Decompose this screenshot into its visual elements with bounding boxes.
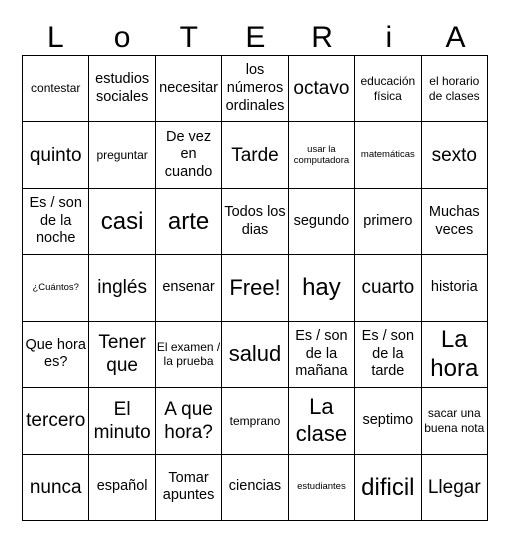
bingo-cell[interactable] xyxy=(156,122,222,188)
bingo-cell[interactable] xyxy=(89,56,155,122)
bingo-cell[interactable] xyxy=(422,455,488,521)
bingo-cell[interactable] xyxy=(156,255,222,321)
cell-text: contestar xyxy=(31,81,81,96)
cell-text: ¿Cuántos? xyxy=(32,282,79,294)
cell-text: octavo xyxy=(293,78,350,100)
cell-text: Todos los dias xyxy=(224,203,286,238)
cell-text: sexto xyxy=(431,144,477,166)
bingo-cell[interactable] xyxy=(156,388,222,454)
cell-text: inglés xyxy=(97,277,147,299)
cell-text: Que hora es? xyxy=(25,336,86,371)
cell-text: Llegar xyxy=(427,476,481,498)
header-letter-a: A xyxy=(445,21,466,54)
cell-text: historia xyxy=(430,279,478,296)
bingo-cell[interactable] xyxy=(289,189,355,255)
bingo-cell[interactable] xyxy=(289,388,355,454)
cell-text: Muchas veces xyxy=(428,203,480,238)
bingo-cell[interactable] xyxy=(23,455,89,521)
cell-text: septimo xyxy=(362,412,414,428)
cell-text: A que hora? xyxy=(164,398,213,443)
cell-text: La clase xyxy=(295,394,348,446)
bingo-cell[interactable] xyxy=(289,455,355,521)
bingo-cell[interactable] xyxy=(355,189,421,255)
cell-text: los números ordinales xyxy=(225,62,285,114)
bingo-cell[interactable] xyxy=(422,388,488,454)
bingo-cell[interactable] xyxy=(222,189,288,255)
bingo-cell[interactable] xyxy=(355,56,421,122)
cell-text: Es / son de la mañana xyxy=(295,327,348,380)
cell-text: temprano xyxy=(229,413,281,428)
bingo-cell[interactable] xyxy=(222,455,288,521)
header-letter-i: i xyxy=(385,21,393,54)
bingo-cell[interactable] xyxy=(289,56,355,122)
cell-text: usar la computadora xyxy=(293,143,350,167)
cell-text: salud xyxy=(228,341,282,366)
cell-text: De vez en cuando xyxy=(164,128,213,180)
header-letter-t: T xyxy=(179,21,198,54)
bingo-cell[interactable] xyxy=(355,388,421,454)
cell-text: Tener que xyxy=(98,332,146,377)
cell-text: casi xyxy=(100,207,144,235)
bingo-cell[interactable] xyxy=(222,388,288,454)
cell-text: hay xyxy=(302,274,341,302)
bingo-cell[interactable] xyxy=(23,255,89,321)
cell-text: Es / son de la tarde xyxy=(361,327,415,380)
bingo-cell[interactable] xyxy=(222,322,288,388)
bingo-cell[interactable] xyxy=(156,56,222,122)
header-letter-r: R xyxy=(311,21,333,54)
bingo-cell[interactable] xyxy=(156,455,222,521)
cell-text: español xyxy=(96,478,148,495)
bingo-cell[interactable] xyxy=(89,255,155,321)
bingo-cell[interactable] xyxy=(355,322,421,388)
bingo-cell[interactable] xyxy=(289,122,355,188)
cell-text: cuarto xyxy=(361,277,415,299)
bingo-cell[interactable] xyxy=(89,122,155,188)
cell-text: El minuto xyxy=(93,398,151,443)
bingo-cell[interactable] xyxy=(422,56,488,122)
bingo-cell[interactable] xyxy=(289,322,355,388)
bingo-cell[interactable] xyxy=(156,322,222,388)
cell-text: segundo xyxy=(293,212,350,229)
cell-text: La hora xyxy=(430,326,479,383)
bingo-grid xyxy=(22,55,488,521)
cell-text: primero xyxy=(363,212,413,229)
cell-text: El examen / la prueba xyxy=(156,339,221,369)
cell-text: dificil xyxy=(361,473,415,501)
header-letter-l: L xyxy=(47,21,64,54)
bingo-cell[interactable] xyxy=(289,255,355,321)
cell-text: estudiantes xyxy=(297,481,346,493)
cell-text: necesitar xyxy=(159,79,218,96)
card-header xyxy=(22,20,489,56)
bingo-cell[interactable] xyxy=(355,122,421,188)
cell-text: quinto xyxy=(29,144,82,166)
bingo-cell[interactable] xyxy=(23,56,89,122)
cell-text: Tomar apuntes xyxy=(162,469,215,504)
cell-text: arte xyxy=(167,207,210,235)
bingo-cell[interactable] xyxy=(422,122,488,188)
cell-text: matemáticas xyxy=(360,149,415,161)
bingo-cell[interactable] xyxy=(156,189,222,255)
bingo-cell[interactable] xyxy=(89,388,155,454)
cell-text: Free! xyxy=(229,274,281,300)
cell-text: el horario de clases xyxy=(428,74,480,103)
bingo-cell[interactable] xyxy=(23,322,89,388)
bingo-cell[interactable] xyxy=(422,322,488,388)
bingo-cell[interactable] xyxy=(89,455,155,521)
cell-text: sacar una buena nota xyxy=(424,406,485,435)
cell-text: Es / son de la noche xyxy=(29,195,82,247)
bingo-cell[interactable] xyxy=(422,255,488,321)
bingo-cell[interactable] xyxy=(355,255,421,321)
cell-text: tercero xyxy=(26,410,86,432)
bingo-cell[interactable] xyxy=(355,455,421,521)
bingo-cell[interactable] xyxy=(422,189,488,255)
bingo-cell[interactable] xyxy=(222,255,288,321)
cell-text: ensenar xyxy=(162,279,215,296)
bingo-cell[interactable] xyxy=(23,388,89,454)
bingo-cell[interactable] xyxy=(222,122,288,188)
cell-text: preguntar xyxy=(96,147,148,162)
bingo-cell[interactable] xyxy=(89,189,155,255)
cell-text: Tarde xyxy=(231,144,279,166)
cell-text: ciencias xyxy=(228,478,282,495)
header-letter-o: o xyxy=(113,21,131,54)
bingo-cell[interactable] xyxy=(23,122,89,188)
bingo-cell[interactable] xyxy=(222,56,288,122)
cell-text: educación física xyxy=(360,74,416,103)
cell-text: estudios sociales xyxy=(95,71,150,105)
cell-text: nunca xyxy=(29,476,82,498)
header-letter-e: E xyxy=(245,21,266,54)
bingo-cell[interactable] xyxy=(23,189,89,255)
bingo-cell[interactable] xyxy=(89,322,155,388)
